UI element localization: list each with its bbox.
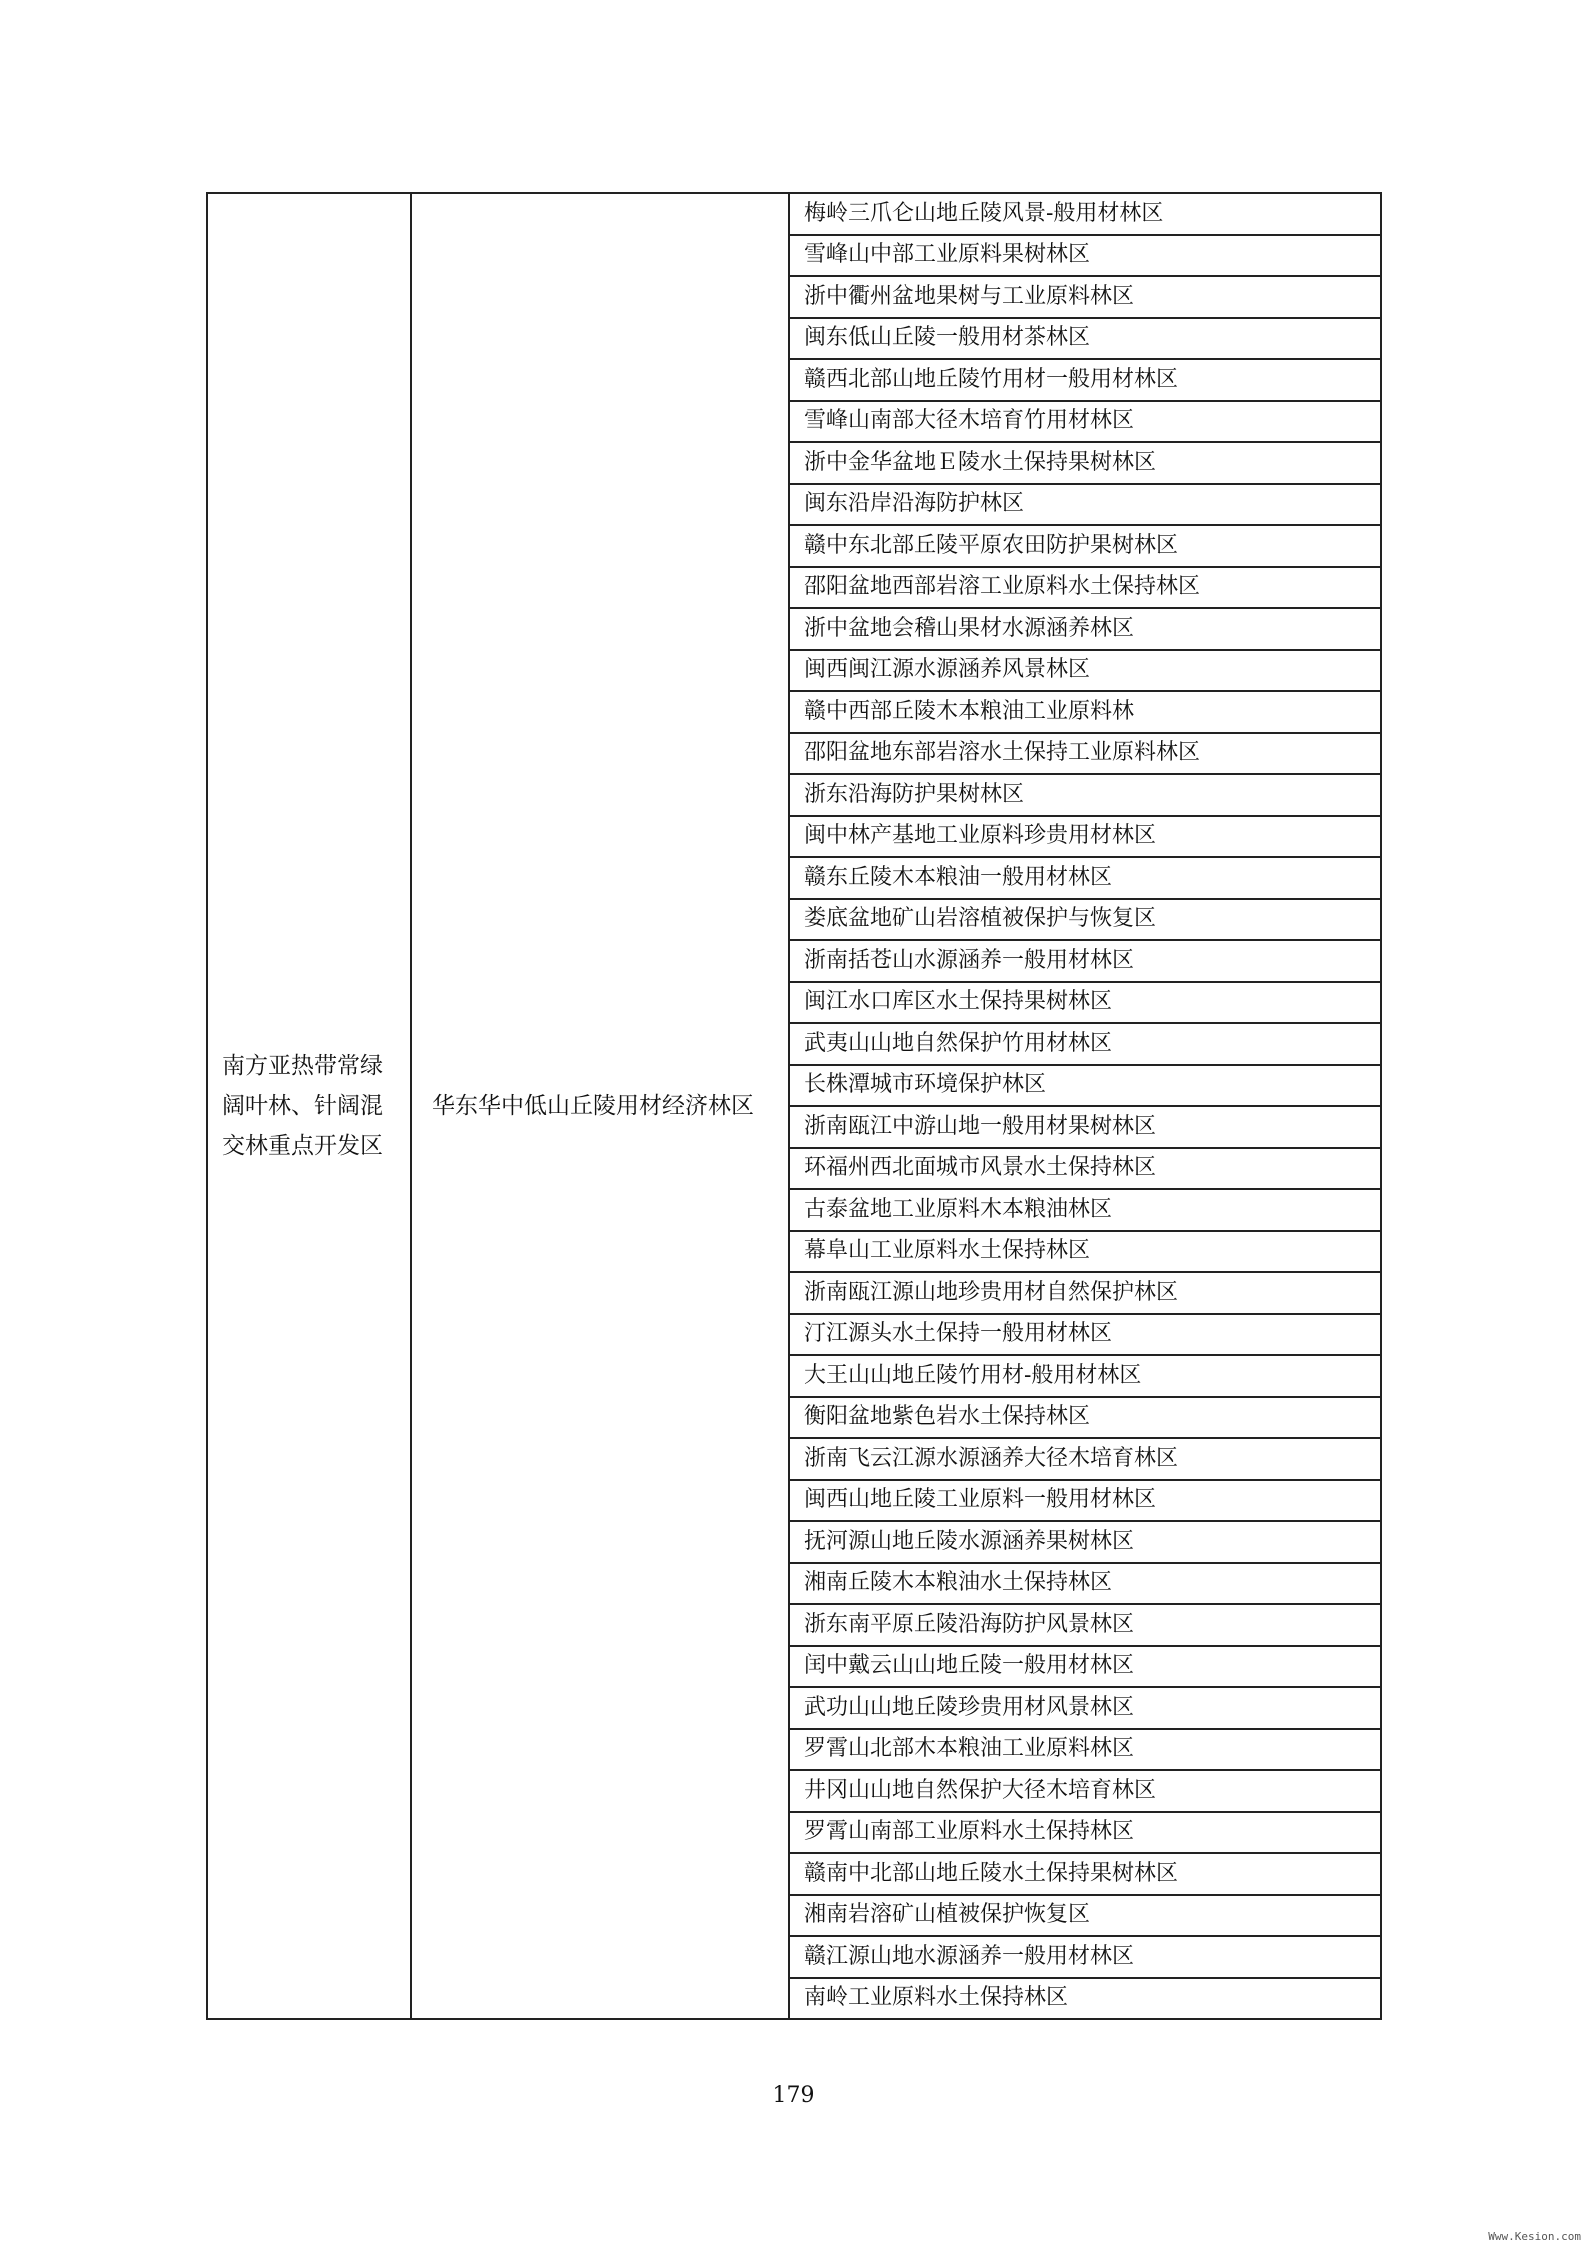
watermark: Www.Kesion.com	[1488, 2230, 1581, 2243]
subregion-cell: 抚河源山地丘陵水源涵养果树林区	[789, 1521, 1381, 1563]
subregion-cell: 邵阳盆地东部岩溶水土保持工业原料林区	[789, 733, 1381, 775]
subregion-cell: 闽东沿岸沿海防护林区	[789, 484, 1381, 526]
subregion-cell: 赣中西部丘陵木本粮油工业原料林	[789, 691, 1381, 733]
table-row	[207, 193, 1381, 235]
forest-zoning-table	[206, 192, 1382, 2020]
subregion-cell: 赣南中北部山地丘陵水土保持果树林区	[789, 1853, 1381, 1895]
subregion-cell: 井冈山山地自然保护大径木培育林区	[789, 1770, 1381, 1812]
subregion-cell: 浙南括苍山水源涵养一般用材林区	[789, 940, 1381, 982]
subregion-cell: 浙南瓯江源山地珍贵用材自然保护林区	[789, 1272, 1381, 1314]
subregion-cell: 幕阜山工业原料水土保持林区	[789, 1231, 1381, 1273]
subregion-cell: 雪峰山中部工业原料果树林区	[789, 235, 1381, 277]
subregion-cell: 武功山山地丘陵珍贵用材风景林区	[789, 1687, 1381, 1729]
subregion-cell: 湘南丘陵木本粮油水土保持林区	[789, 1563, 1381, 1605]
subregion-cell: 浙中盆地会稽山果材水源涵养林区	[789, 608, 1381, 650]
zone-name-cell: 南方亚热带常绿阔叶林、针阔混交林重点开发区	[207, 193, 411, 2019]
subregion-cell: 浙南瓯江中游山地一般用材果树林区	[789, 1106, 1381, 1148]
subregion-cell: 邵阳盆地西部岩溶工业原料水土保持林区	[789, 567, 1381, 609]
table-body	[207, 193, 1381, 2019]
subregion-cell: 罗霄山北部木本粮油工业原料林区	[789, 1729, 1381, 1771]
subregion-cell: 赣中东北部丘陵平原农田防护果树林区	[789, 525, 1381, 567]
subregion-cell: 赣江源山地水源涵养一般用材林区	[789, 1936, 1381, 1978]
subregion-cell: 罗霄山南部工业原料水土保持林区	[789, 1812, 1381, 1854]
subregion-cell: 梅岭三爪仑山地丘陵风景-般用材林区	[789, 193, 1381, 235]
page-number: 179	[772, 2083, 815, 2108]
subregion-cell: 浙东南平原丘陵沿海防护风景林区	[789, 1604, 1381, 1646]
subregion-cell: 赣西北部山地丘陵竹用材一般用材林区	[789, 359, 1381, 401]
region-name-cell: 华东华中低山丘陵用材经济林区	[411, 193, 789, 2019]
subregion-cell: 娄底盆地矿山岩溶植被保护与恢复区	[789, 899, 1381, 941]
subregion-cell: 闽江水口库区水土保持果树林区	[789, 982, 1381, 1024]
subregion-cell: 闽西闽江源水源涵养风景林区	[789, 650, 1381, 692]
subregion-cell: 浙中金华盆地Ｅ陵水土保持果树林区	[789, 442, 1381, 484]
subregion-cell: 南岭工业原料水土保持林区	[789, 1978, 1381, 2020]
subregion-cell: 闽西山地丘陵工业原料一般用材林区	[789, 1480, 1381, 1522]
subregion-cell: 浙中衢州盆地果树与工业原料林区	[789, 276, 1381, 318]
subregion-cell: 雪峰山南部大径木培育竹用材林区	[789, 401, 1381, 443]
subregion-cell: 浙东沿海防护果树林区	[789, 774, 1381, 816]
subregion-cell: 赣东丘陵木本粮油一般用材林区	[789, 857, 1381, 899]
subregion-cell: 大王山山地丘陵竹用材-般用材林区	[789, 1355, 1381, 1397]
subregion-cell: 环福州西北面城市风景水土保持林区	[789, 1148, 1381, 1190]
subregion-cell: 浙南飞云江源水源涵养大径木培育林区	[789, 1438, 1381, 1480]
subregion-cell: 衡阳盆地紫色岩水土保持林区	[789, 1397, 1381, 1439]
subregion-cell: 闽中林产基地工业原料珍贵用材林区	[789, 816, 1381, 858]
subregion-cell: 古泰盆地工业原料木本粮油林区	[789, 1189, 1381, 1231]
subregion-cell: 汀江源头水土保持一般用材林区	[789, 1314, 1381, 1356]
subregion-cell: 武夷山山地自然保护竹用材林区	[789, 1023, 1381, 1065]
subregion-cell: 长株潭城市环境保护林区	[789, 1065, 1381, 1107]
subregion-cell: 闰中戴云山山地丘陵一般用材林区	[789, 1646, 1381, 1688]
subregion-cell: 湘南岩溶矿山植被保护恢复区	[789, 1895, 1381, 1937]
subregion-cell: 闽东低山丘陵一般用材茶林区	[789, 318, 1381, 360]
